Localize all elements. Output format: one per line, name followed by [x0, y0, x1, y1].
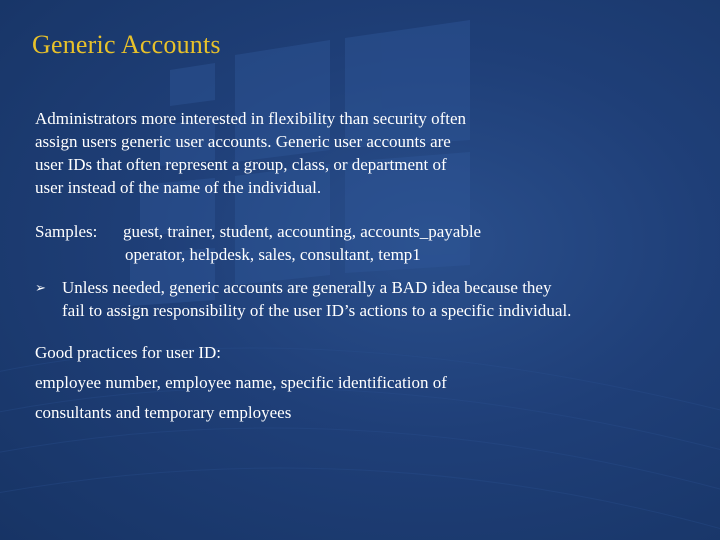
samples-row-1 — [35, 220, 481, 243]
good-practices-block — [35, 338, 447, 428]
good-practices-line-1: employee number, employee name, specific identification of — [35, 373, 447, 392]
samples-line-1: guest, trainer, student, accounting, accounts_payable — [123, 222, 482, 241]
bullet-text — [62, 276, 571, 322]
samples-line-2: operator, helpdesk, sales, consultant, temp1 — [125, 245, 421, 264]
samples-label: Samples: — [35, 222, 98, 241]
bullet-line-2: fail to assign responsibility of the user ID’s actions to a specific individual. — [62, 301, 572, 320]
intro-line: user IDs that often represent a group, class, or department of — [35, 155, 447, 174]
samples-block — [35, 220, 481, 266]
slide-title: Generic Accounts — [32, 30, 221, 59]
intro-paragraph — [35, 107, 466, 199]
intro-line: assign users generic user accounts. Generic user accounts are — [35, 132, 451, 151]
bullet-line-1: Unless needed, generic accounts are generally a BAD idea because they — [62, 278, 552, 297]
good-practices-line-2: consultants and temporary employees — [35, 403, 292, 422]
arrow-bullet-icon: ➢ — [35, 281, 46, 296]
intro-line: Administrators more interested in flexibility than security often — [35, 109, 467, 128]
intro-line: user instead of the name of the individual. — [35, 178, 322, 197]
good-practices-heading: Good practices for user ID: — [35, 343, 221, 362]
